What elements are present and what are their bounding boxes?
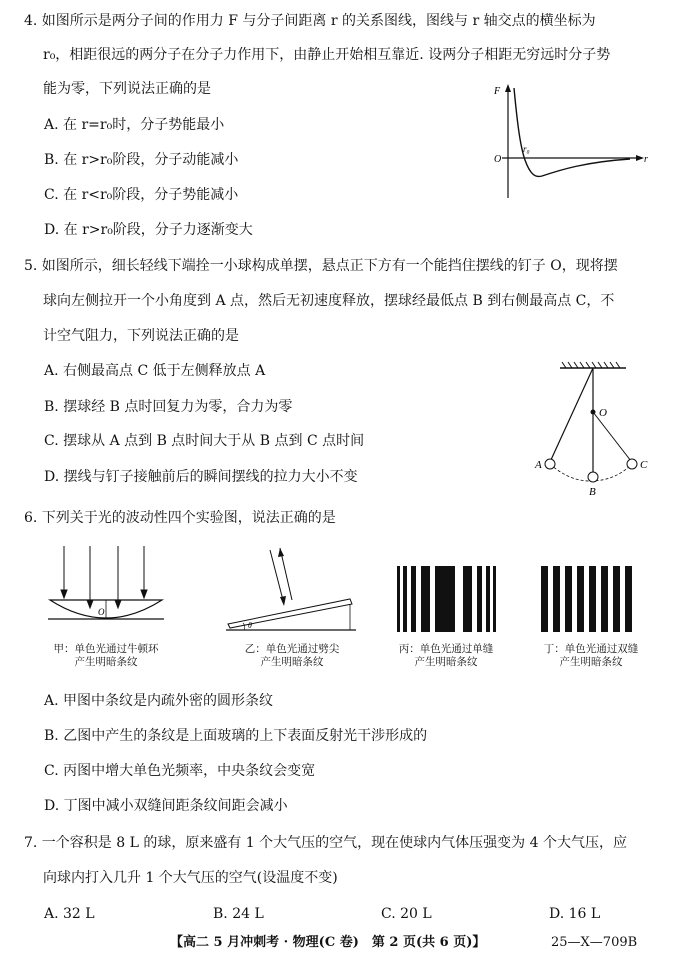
q6-fig-double-slit-pattern [540,566,640,632]
q7-option-c: C. 20 L [381,906,432,922]
q6-caption-ding-line1: 丁：单色光通过双缝 [543,643,639,655]
q7-option-a: A. 32 L [44,906,95,922]
q6-caption-bing-line1: 丙：单色光通过单缝 [398,643,494,655]
q5-option-c: C. 摆球从 A 点到 B 点时间大于从 B 点到 C 点时间 [44,433,365,449]
q5-pendulum-figure [528,360,658,500]
q6-option-a: A. 甲图中条纹是内疏外密的圆形条纹 [44,693,274,709]
q6-option-b: B. 乙图中产生的条纹是上面玻璃的上下表面反射光干涉形成的 [44,728,428,744]
q4-graph-label-r0: r₀ [523,144,530,154]
q5-stem-line3: 计空气阻力，下列说法正确的是 [43,328,239,344]
page-footer-info: 【高二 5 月冲刺考 · 物理(C 卷) 第 2 页(共 6 页)】 [170,935,486,950]
q5-label-b: B [589,486,596,498]
q5-option-b: B. 摆球经 B 点时回复力为零，合力为零 [44,399,293,415]
q5-label-o: O [599,407,607,419]
q4-stem-line1: 4. 如图所示是两分子间的作用力 F 与分子间距离 r 的关系图线，图线与 r 轴交点的横坐标为 [24,13,596,29]
q5-stem-line2: 球向左侧拉开一个小角度到 A 点，然后无初速度释放，摆球经最低点 B 到右侧最高点 C，不 [43,293,615,309]
q6-caption-ding-line2: 产生明暗条纹 [559,656,623,668]
q6-caption-bing [385,643,507,669]
q7-stem-line1: 7. 一个容积是 8 L 的球，原来盛有 1 个大气压的空气，现在使球内气体压强变为 4 个大气压，应 [24,835,627,851]
q4-option-c: C. 在 r<r₀阶段，分子势能减小 [44,187,239,203]
q6-fig-single-slit-pattern [395,566,497,632]
q4-option-b: B. 在 r>r₀阶段，分子动能减小 [44,152,239,168]
q6-fig-newton-rings [46,544,166,639]
q5-option-d: D. 摆线与钉子接触前后的瞬间摆线的拉力大小不变 [44,469,358,485]
q7-option-d: D. 16 L [549,906,601,922]
q6-caption-bing-line2: 产生明暗条纹 [414,656,478,668]
q6-caption-jia-line2: 产生明暗条纹 [74,656,138,668]
q5-stem-line1: 5. 如图所示，细长轻线下端拴一小球构成单摆，悬点正下方有一个能挡住摆线的钉子 O，现将摆 [24,258,618,274]
q6-caption-yi-line2: 产生明暗条纹 [260,656,324,668]
q6-option-d: D. 丁图中减小双缝间距条纹间距会减小 [44,798,288,814]
q5-label-c: C [640,459,648,471]
q6-fig-wedge [222,544,362,639]
q6-caption-yi-line1: 乙：单色光通过劈尖 [244,643,340,655]
q4-graph-origin: O [494,154,502,165]
q4-graph-label-f: F [494,86,501,97]
q6-caption-ding [530,643,652,669]
q7-option-b: B. 24 L [213,906,264,922]
q6-fig1-label-o: O [98,607,105,617]
q5-label-a: A [535,459,542,471]
q6-stem: 6. 下列关于光的波动性四个实验图，说法正确的是 [24,510,336,526]
q4-graph-label-r: r [644,154,648,165]
q4-option-a: A. 在 r=r₀时，分子势能最小 [44,117,225,133]
q7-stem-line2: 向球内打入几升 1 个大气压的空气(设温度不变) [43,870,338,886]
q4-stem-line3: 能为零，下列说法正确的是 [43,81,211,97]
q6-caption-jia-line1: 甲：单色光通过牛顿环 [53,643,159,655]
q6-caption-yi [222,643,362,669]
q5-option-a: A. 右侧最高点 C 低于左侧释放点 A [44,363,266,379]
q4-option-d: D. 在 r>r₀阶段，分子力逐渐变大 [44,222,253,238]
q6-option-c: C. 丙图中增大单色光频率，中央条纹会变宽 [44,763,316,779]
q4-stem-line2: r₀，相距很远的两分子在分子力作用下，由静止开始相互靠近. 设两分子相距无穷远时分子势 [43,47,611,63]
q6-caption-jia [46,643,166,669]
q6-fig2-label-theta: θ [248,621,252,630]
page-footer-code: 25—X—709B [551,935,638,950]
q7-options [44,905,644,923]
q4-force-distance-graph [480,80,650,205]
